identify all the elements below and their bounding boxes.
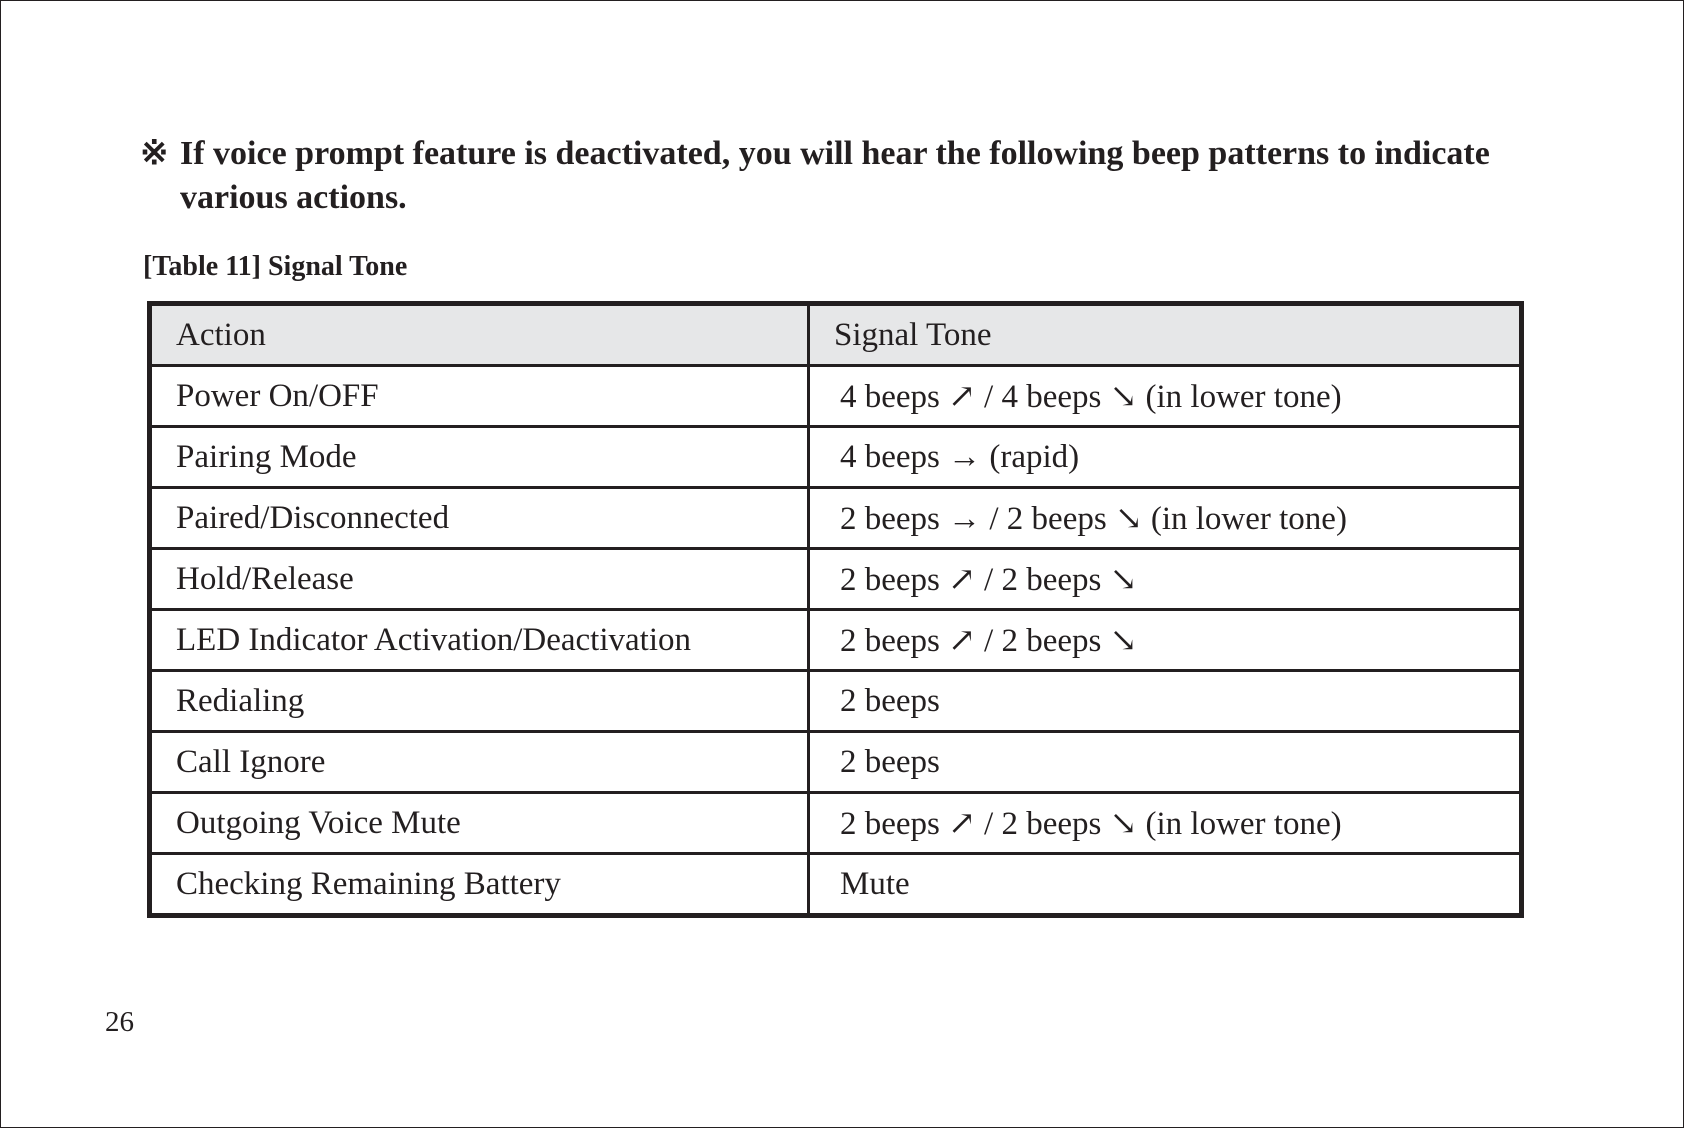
- action-cell: Call Ignore: [150, 732, 809, 793]
- table-caption: [Table 11] Signal Tone: [143, 251, 408, 282]
- tone-cell: 2 beeps: [809, 732, 1522, 793]
- table-row: [150, 854, 1522, 916]
- action-cell: Hold/Release: [150, 549, 809, 610]
- header-action: Action: [150, 304, 809, 366]
- tone-cell: 2 beeps ↗ / 2 beeps ↘: [809, 549, 1522, 610]
- action-cell: Paired/Disconnected: [150, 488, 809, 549]
- action-cell: LED Indicator Activation/Deactivation: [150, 610, 809, 671]
- action-cell: Power On/OFF: [150, 366, 809, 427]
- table-row: [150, 549, 1522, 610]
- reference-mark-icon: ※: [140, 135, 169, 172]
- table-row: [150, 610, 1522, 671]
- header-signal-tone: Signal Tone: [809, 304, 1522, 366]
- table-row: [150, 793, 1522, 854]
- tone-cell: 2 beeps ↗ / 2 beeps ↘: [809, 610, 1522, 671]
- table-row: [150, 366, 1522, 427]
- page-number: 26: [105, 1006, 134, 1038]
- action-cell: Pairing Mode: [150, 427, 809, 488]
- signal-tone-table: [147, 301, 1524, 918]
- tone-cell: 4 beeps → (rapid): [809, 427, 1522, 488]
- tone-cell: Mute: [809, 854, 1522, 916]
- action-cell: Outgoing Voice Mute: [150, 793, 809, 854]
- table-row: [150, 671, 1522, 732]
- action-cell: Checking Remaining Battery: [150, 854, 809, 916]
- table-row: [150, 732, 1522, 793]
- note-text: If voice prompt feature is deactivated, you will hear the following beep patterns to indicate various actions.: [180, 135, 1490, 216]
- action-cell: Redialing: [150, 671, 809, 732]
- tone-cell: 2 beeps → / 2 beeps ↘ (in lower tone): [809, 488, 1522, 549]
- table-row: [150, 427, 1522, 488]
- tone-cell: 4 beeps ↗ / 4 beeps ↘ (in lower tone): [809, 366, 1522, 427]
- tone-cell: 2 beeps ↗ / 2 beeps ↘ (in lower tone): [809, 793, 1522, 854]
- table-header-row: [150, 304, 1522, 366]
- tone-cell: 2 beeps: [809, 671, 1522, 732]
- voice-prompt-note: [140, 132, 1540, 220]
- table-row: [150, 488, 1522, 549]
